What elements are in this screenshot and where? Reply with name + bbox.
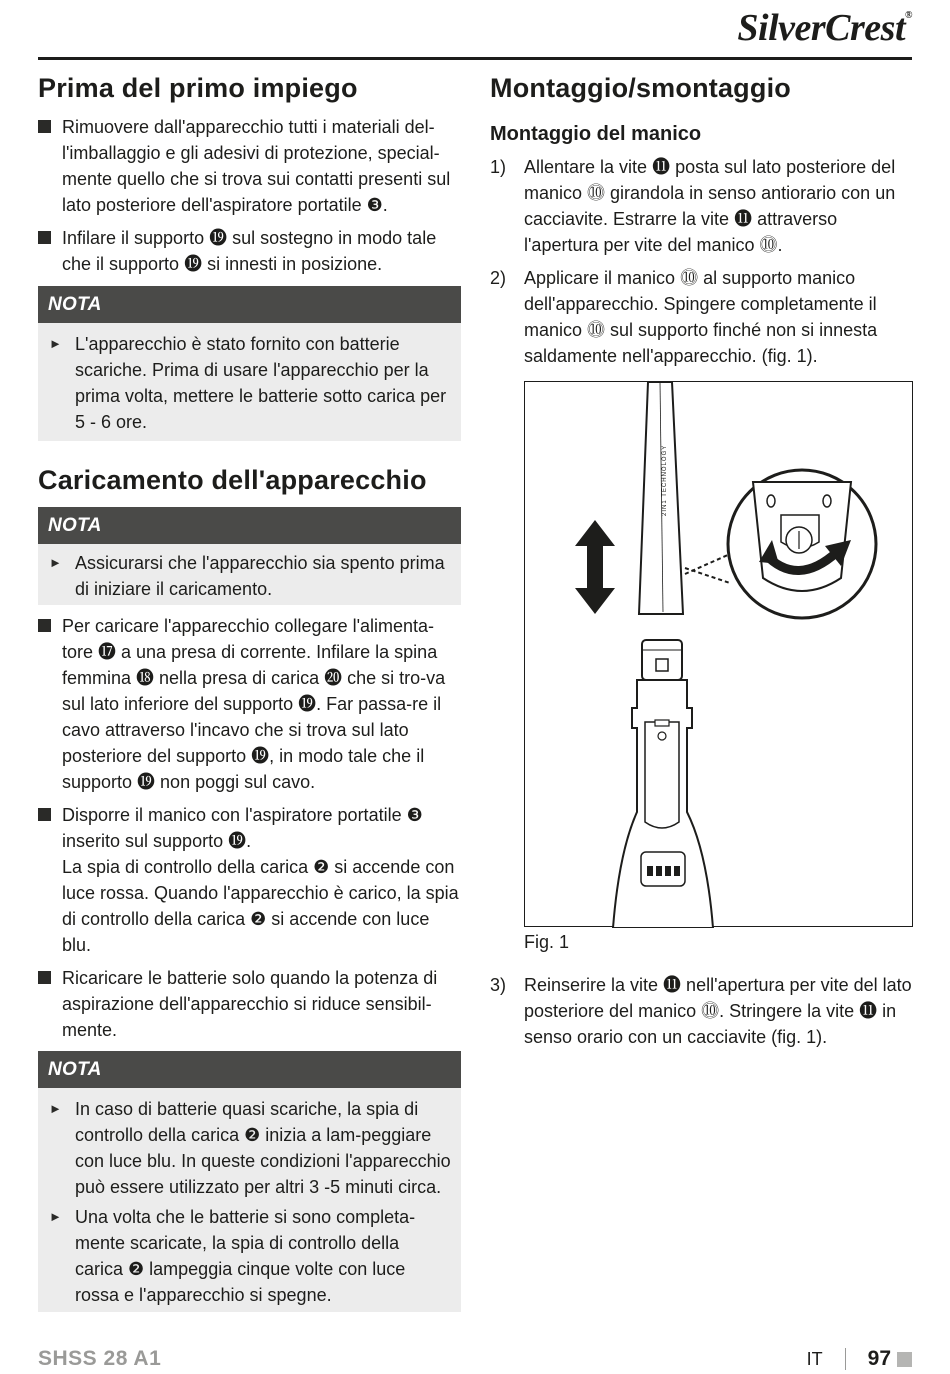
list-item: Rimuovere dall'apparecchio tutti i materiali del-l'imballaggio e gli adesivi di protezione, special-mente quello che si trova sui contatti presenti sul lato posteriore dell'aspiratore portatile ❸. bbox=[38, 114, 461, 218]
note-box bbox=[38, 286, 461, 441]
list-item: Per caricare l'apparecchio collegare l'alimenta-tore ⓱ a una presa di corrente. Infilare la spina femmina ⓲ nella presa di carica ⓴ che si tro-va sul lato inferiore del supporto ⓳. Far passa-re il cavo attraverso l'incavo che si trova sul lato posteriore del supporto ⓳, in modo tale che il supporto ⓳ non poggi sul cavo. bbox=[38, 613, 461, 795]
step-number: 1) bbox=[490, 157, 507, 177]
section-title-assembly: Montaggio/smontaggio bbox=[490, 73, 791, 103]
step-text: Allentare la vite ⓫ posta sul lato posteriore del manico ⓾ girandola in senso antiorario con un cacciavite. Estrarre la vite ⓫ attraverso l'apertura per vite del manico ⓾. bbox=[524, 157, 896, 255]
step-item bbox=[490, 972, 913, 1050]
subsection-title-handle: Montaggio del manico bbox=[490, 123, 702, 145]
footer-language: IT bbox=[806, 1348, 823, 1369]
section-title-charging: Caricamento dell'apparecchio bbox=[38, 465, 427, 495]
section-title-first-use: Prima del primo impiego bbox=[38, 73, 358, 103]
list-item: Infilare il supporto ⓳ sul sostegno in modo tale che il supporto ⓳ si innesti in posizione. bbox=[38, 225, 461, 277]
footer-square-icon bbox=[897, 1352, 912, 1367]
double-arrow-icon bbox=[575, 520, 615, 614]
header-rule bbox=[38, 57, 912, 60]
note-heading: NOTA bbox=[38, 286, 461, 323]
figure-caption: Fig. 1 bbox=[524, 932, 570, 952]
note-item: ► Una volta che le batterie si sono completa-mente scaricate, la spia di controllo della carica ❷ lampeggia cinque volte con luce rossa e l'apparecchio si spegne. bbox=[48, 1204, 451, 1308]
note-item: ► Assicurarsi che l'apparecchio sia spento prima di iniziare il caricamento. bbox=[48, 550, 451, 602]
footer-page-info bbox=[807, 1347, 912, 1371]
figure-1 bbox=[524, 381, 913, 927]
step-item bbox=[490, 154, 913, 258]
note-heading: NOTA bbox=[38, 507, 461, 544]
step-number: 3) bbox=[490, 975, 507, 995]
note-box bbox=[38, 507, 461, 605]
step-text: Reinserire la vite ⓫ nell'apertura per vite del lato posteriore del manico ⓾. Stringere la vite ⓫ in senso orario con un cacciavite (fig. 1). bbox=[524, 975, 912, 1047]
note-item: ► L'apparecchio è stato fornito con batterie scariche. Prima di usare l'apparecchio per la prima volta, mettere le batterie sotto carica per 5 - 6 ore. bbox=[48, 331, 451, 435]
brand-logo: SilverCrest® bbox=[737, 7, 912, 49]
footer-page-number: 97 bbox=[867, 1347, 891, 1370]
note-box bbox=[38, 1051, 461, 1312]
list-item: Ricaricare le batterie solo quando la potenza di aspirazione dell'apparecchio si riduce sensibil-mente. bbox=[38, 965, 461, 1043]
step-text: Applicare il manico ⓾ al supporto manico dell'apparecchio. Spingere completamente il manico ⓾ sul supporto finché non si innesta saldamente nell'apparecchio. (fig. 1). bbox=[524, 268, 878, 366]
note-item: ► In caso di batterie quasi scariche, la spia di controllo della carica ❷ inizia a lam-peggiare con luce blu. In queste condizioni l'apparecchio può essere utilizzato per altri 3 -5 minuti circa. bbox=[48, 1096, 451, 1200]
vacuum-body-icon bbox=[613, 640, 713, 928]
list-item: Disporre il manico con l'aspiratore portatile ❸ inserito sul supporto ⓳. La spia di controllo della carica ❷ si accende con luce rossa. Quando l'apparecchio è carico, la spia di controllo della carica ❷ si accende con luce blu. bbox=[38, 802, 461, 958]
footer-separator bbox=[845, 1348, 846, 1370]
handle-print: 2IN1 TECHNOLOGY bbox=[662, 444, 668, 516]
step-item bbox=[490, 265, 913, 369]
left-column bbox=[38, 64, 461, 1312]
footer-model: SHSS 28 A1 bbox=[38, 1347, 162, 1370]
note-heading: NOTA bbox=[38, 1051, 461, 1088]
screw-detail-icon bbox=[728, 470, 876, 618]
right-column bbox=[490, 64, 913, 1104]
assembly-illustration bbox=[525, 382, 914, 928]
step-number: 2) bbox=[490, 268, 507, 288]
